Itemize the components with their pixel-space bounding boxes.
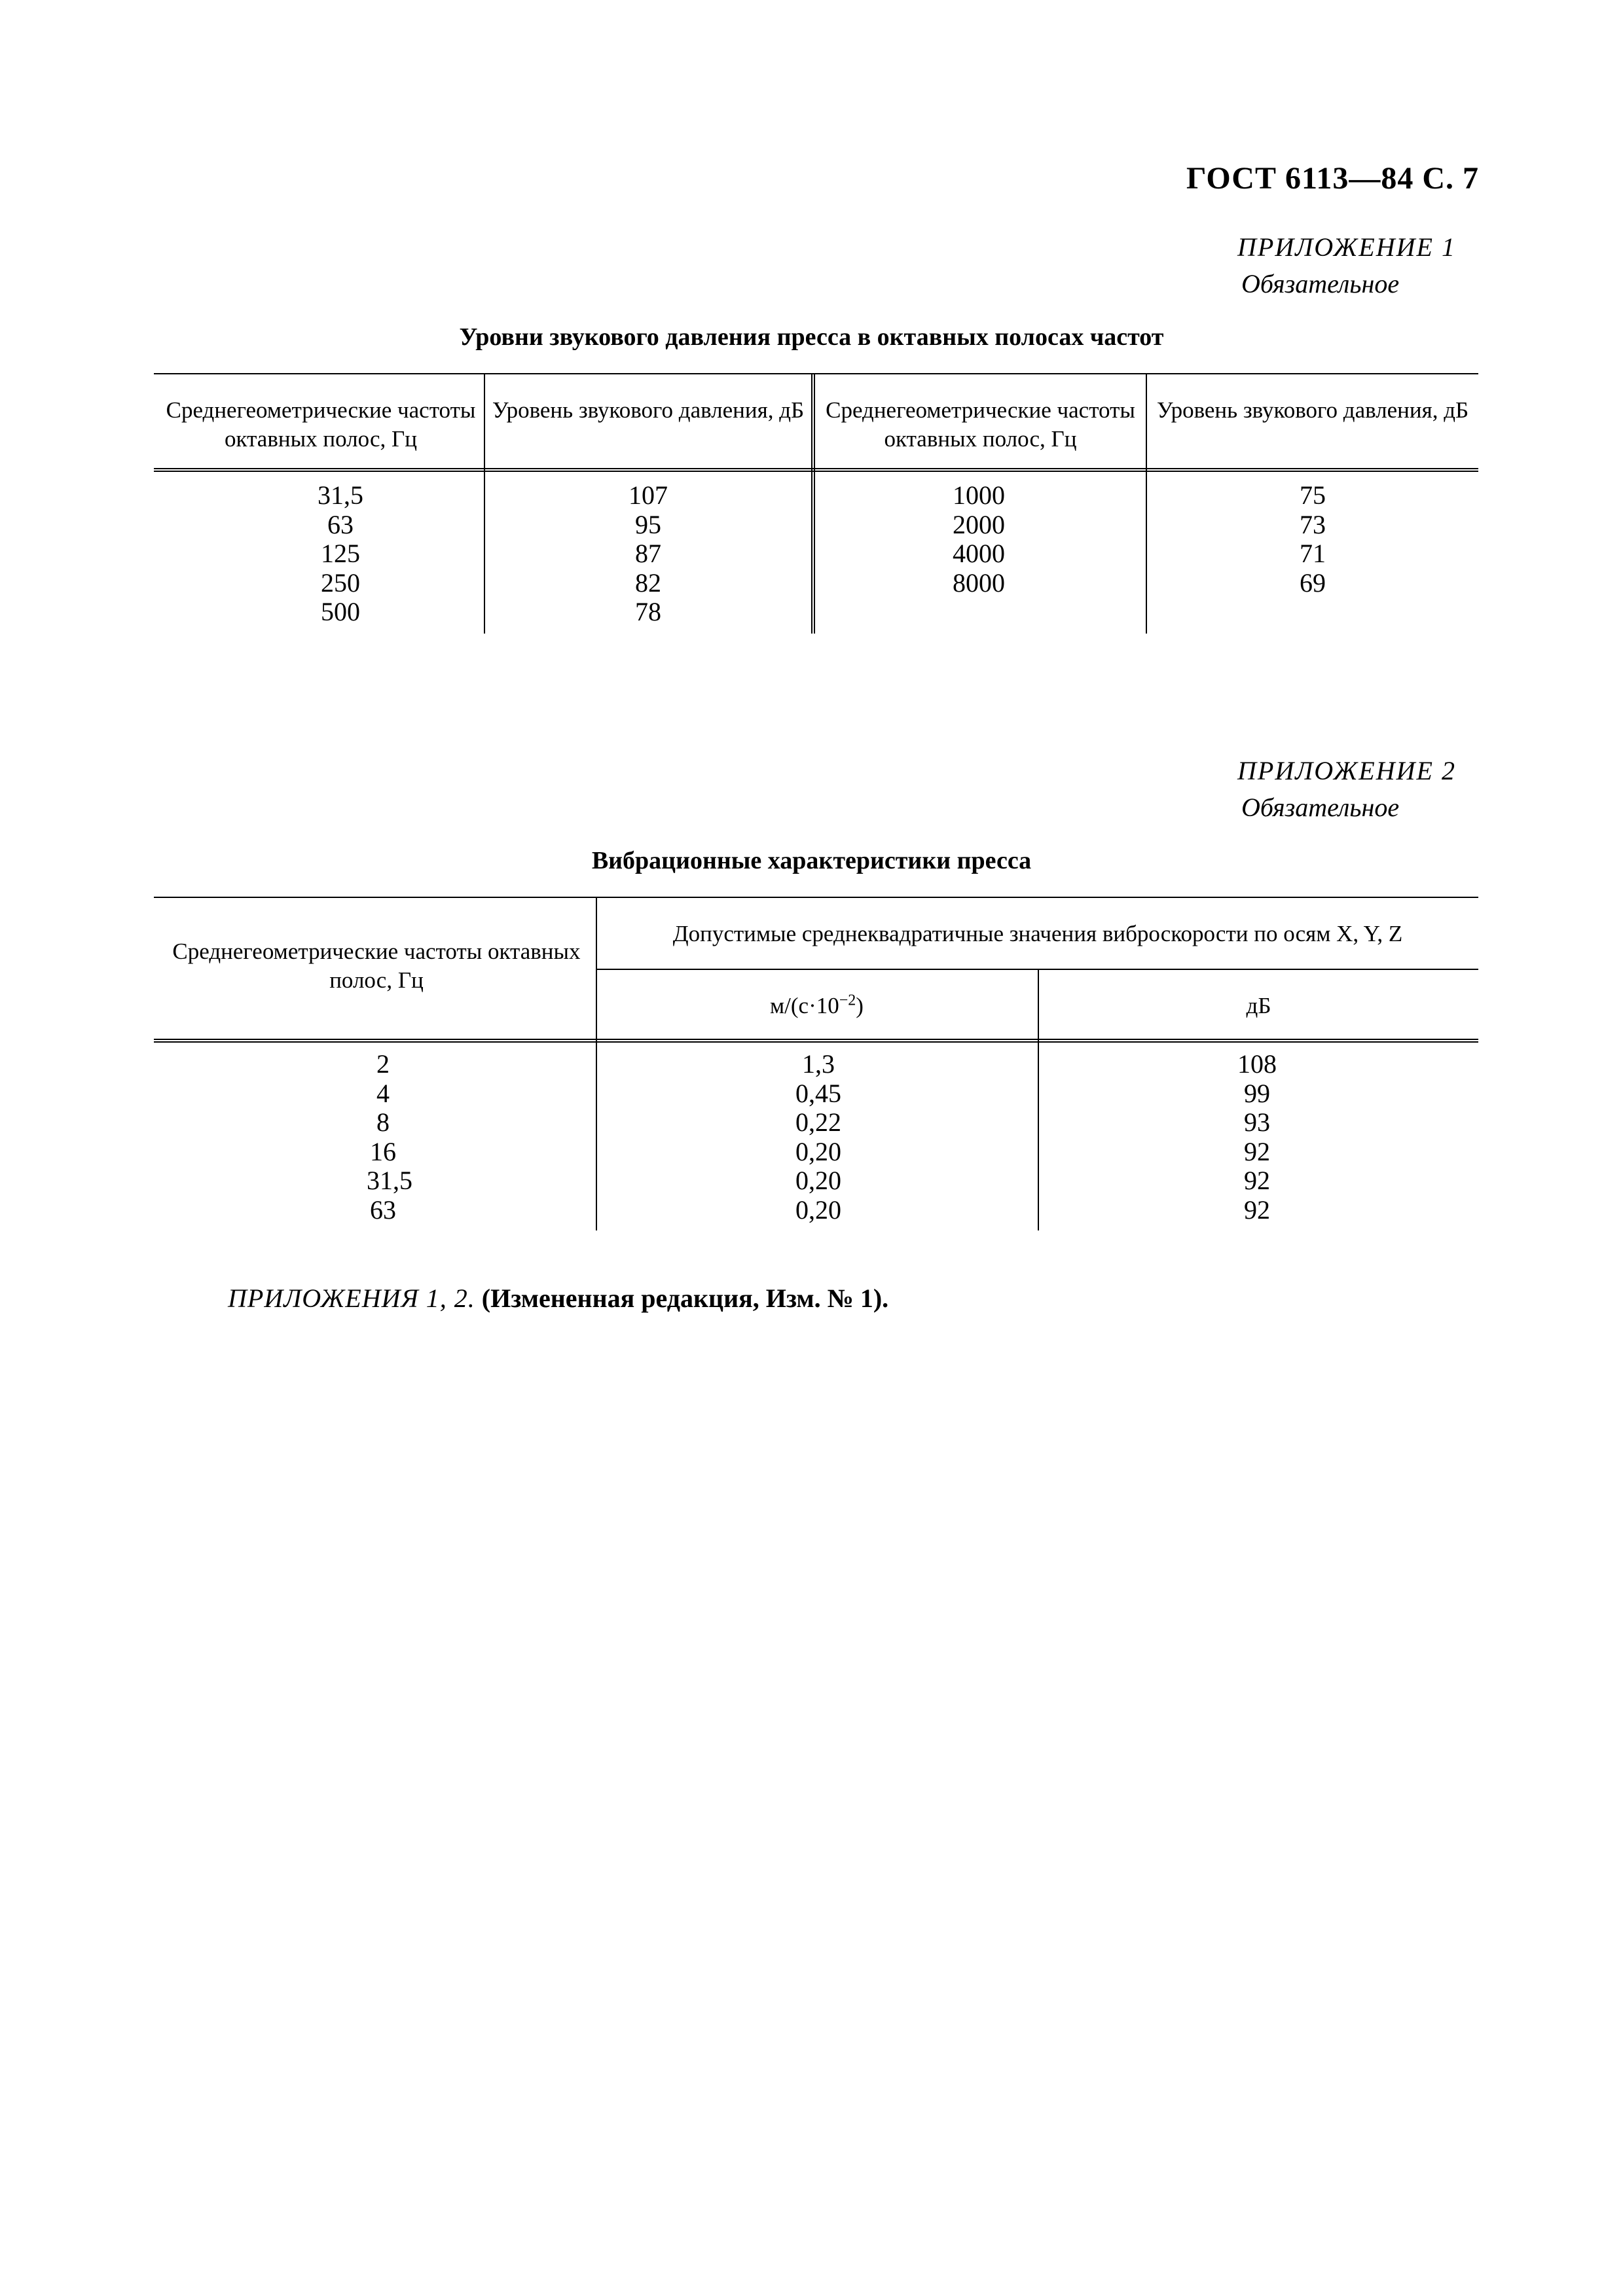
unit-exponent: −2	[839, 992, 856, 1009]
table-1-col-level-right	[1234, 481, 1391, 598]
table-2-cell: 0,20	[795, 1194, 841, 1225]
table-2-cell: 31,5	[367, 1166, 412, 1195]
table-2-header-unit-velocity	[599, 992, 1034, 1020]
table-1-col-freq-left	[262, 481, 419, 627]
table-1-cell: 78	[635, 597, 661, 626]
table-2-cell: 1,3	[802, 1049, 835, 1079]
table-2-cell: 0,20	[795, 1166, 841, 1195]
table-1-divider-1	[484, 373, 485, 634]
table-2-header-rule	[154, 1039, 1478, 1043]
amendment-note-ref: ПРИЛОЖЕНИЯ 1, 2.	[228, 1283, 475, 1313]
table-2-cell: 92	[1244, 1136, 1270, 1166]
table-2-header-unit-db: дБ	[1246, 993, 1271, 1018]
table-2-cell: 16	[370, 1136, 396, 1166]
table-2-cell: 93	[1244, 1107, 1270, 1137]
table-2-col-velocity	[740, 1050, 897, 1225]
table-1-cell: 125	[321, 539, 360, 568]
table-1-col-freq-right	[900, 481, 1057, 598]
table-2-col-freq	[304, 1050, 462, 1225]
table-2-title: Вибрационные характеристики пресса	[591, 847, 1032, 874]
table-2-subheader-rule	[596, 969, 1478, 970]
table-1-cell: 1000	[953, 480, 1005, 510]
table-2-cell: 0,45	[795, 1078, 841, 1108]
unit-base: м/(с·10	[770, 993, 839, 1018]
table-1-divider-2	[811, 373, 815, 634]
table-2-header-group: Допустимые среднеквадратичные значения виброскорости по осям X, Y, Z	[672, 921, 1403, 946]
table-2-cell: 99	[1244, 1078, 1270, 1108]
appendix-2-label-block	[1237, 753, 1456, 826]
appendix-1-status: Обязательное	[1241, 269, 1400, 298]
table-2-cell: 0,20	[795, 1136, 841, 1166]
amendment-note	[228, 1283, 888, 1314]
table-1-header-freq-left: Среднегеометрические частоты октавных полос, Гц	[166, 397, 476, 452]
table-2-cell: 8	[376, 1107, 390, 1137]
appendix-1-label-block	[1237, 229, 1456, 302]
table-2-cell: 4	[376, 1078, 390, 1108]
table-2-divider-1	[596, 897, 597, 1230]
table-1-cell: 8000	[953, 567, 1005, 598]
table-1-cell: 69	[1300, 567, 1326, 598]
table-1-title: Уровни звукового давления пресса в октавных полосах частот	[459, 323, 1164, 351]
table-1-col-level-left	[570, 481, 727, 627]
appendix-2-label: ПРИЛОЖЕНИЕ 2	[1237, 756, 1456, 785]
table-1-cell: 73	[1300, 509, 1326, 539]
table-2-cell: 2	[376, 1049, 390, 1079]
table-1-cell: 31,5	[318, 480, 363, 510]
table-1-cell: 75	[1300, 480, 1326, 510]
table-1-cell: 2000	[953, 509, 1005, 539]
table-2-header-freq: Среднегеометрические частоты октавных полос, Гц	[172, 939, 581, 993]
document-code: ГОСТ 6113—84 С. 7	[1186, 161, 1479, 196]
table-1-divider-3	[1146, 373, 1147, 634]
table-1-cell: 4000	[953, 539, 1005, 568]
table-1-header-rule	[154, 468, 1478, 472]
table-2-cell: 108	[1237, 1049, 1277, 1079]
table-1-cell: 107	[629, 480, 668, 510]
table-1-header-level-right: Уровень звукового давления, дБ	[1156, 397, 1469, 423]
table-2-cell: 0,22	[795, 1107, 841, 1137]
amendment-note-text: (Измененная редакция, Изм. № 1).	[481, 1283, 889, 1313]
table-2-cell: 92	[1244, 1194, 1270, 1225]
appendix-2-status: Обязательное	[1241, 793, 1400, 822]
table-2-cell: 63	[370, 1194, 396, 1225]
table-1-cell: 95	[635, 509, 661, 539]
appendix-1-label: ПРИЛОЖЕНИЕ 1	[1237, 232, 1456, 262]
table-1-header-level-left: Уровень звукового давления, дБ	[492, 397, 805, 423]
table-1-header-freq-right: Среднегеометрические частоты октавных полос, Гц	[826, 397, 1135, 452]
table-1-cell: 500	[321, 597, 360, 626]
table-2-top-rule	[154, 897, 1478, 898]
table-2-col-db	[1178, 1050, 1336, 1225]
unit-close: )	[856, 993, 864, 1018]
table-1-cell: 71	[1300, 539, 1326, 568]
table-2-divider-2	[1038, 969, 1039, 1230]
table-1-cell: 82	[635, 567, 661, 598]
table-1-top-rule	[154, 373, 1478, 374]
table-1-cell: 87	[635, 539, 661, 568]
table-1-cell: 63	[327, 509, 354, 539]
table-1-cell: 250	[321, 567, 360, 598]
table-2-cell: 92	[1244, 1166, 1270, 1195]
